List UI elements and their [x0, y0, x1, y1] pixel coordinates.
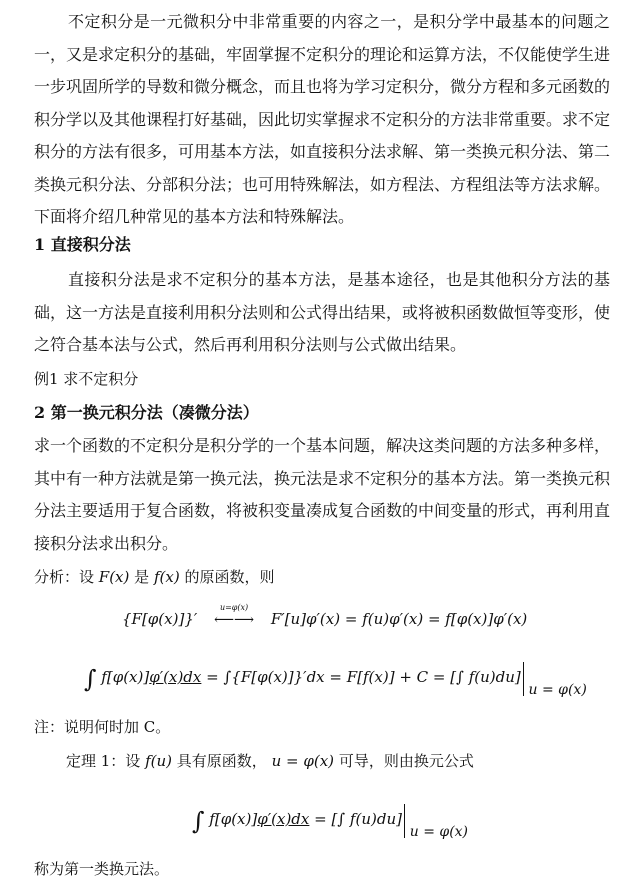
eq2-c: = ∫{F[φ(x)]}′dx = F[f(x)] + C = [∫ f(u)du] [206, 668, 521, 686]
section-1-heading: 1 直接积分法 [34, 235, 131, 254]
intro-paragraph: 不定积分是一元微积分中非常重要的内容之一，是积分学中最基本的问题之一，又是求定积分的基础，牢固掌握不定积分的理论和运算方法，不仅能使学生进一步巩固所学的导数和微分概念，而且也将为学习定积分，微分方程和多元函数的积分学以及其他课程打好基础，因此切实掌握求不定积分的方法非常重要。求不定积分的方法有很多，可用基本方法，如直接积分法求解、第一类换元积分法、第二类换元积分法、分部积分法；也可用特殊解法，如方程法、方程组法等方法求解。下面将介绍几种常见的基本方法和特殊解法。 [34, 12, 611, 226]
eq3-a: f[φ(x)] [209, 810, 258, 828]
eq1-arrow: u=φ(x) ⟵⟶ [202, 612, 266, 628]
integral-sign: ∫ [192, 807, 205, 835]
eq1-right: F′[u]φ′(x) = f(u)φ′(x) = f[φ(x)]φ′(x) [270, 610, 528, 628]
eq2-b: φ′(x)dx [149, 668, 202, 686]
analysis-suffix: 的原函数，则 [184, 568, 275, 586]
note-line: 注：说明何时加 C。 [34, 718, 171, 736]
eq2-sub: u = φ(x) [528, 682, 587, 698]
theorem-u: u = φ(x) [271, 752, 335, 770]
equation-3 [192, 804, 468, 838]
equation-1 [122, 603, 528, 628]
integral-sign: ∫ [84, 665, 97, 693]
analysis-F: F(x) [98, 568, 130, 586]
theorem-label: 定理 1：设 [66, 752, 141, 770]
analysis-mid: 是 [134, 568, 150, 586]
section-1-body: 直接积分法是求不定积分的基本方法，是基本途径，也是其他积分方法的基础，这一方法是直接利用积分法则和公式得出结果，或将被积函数做恒等变形，使之符合基本法与公式，然后再利用积分法则与公式做出结果。 [34, 270, 611, 354]
equation-2 [84, 662, 587, 696]
theorem-line [66, 750, 474, 771]
conclusion-line: 称为第一类换元法。 [34, 860, 170, 878]
eq3-c: = [∫ f(u)du] [314, 810, 402, 828]
eval-bar [404, 804, 405, 838]
analysis-f: f(x) [153, 568, 180, 586]
eq2-a: f[φ(x)] [101, 668, 150, 686]
example-1: 例1 求不定积分 [34, 370, 139, 388]
section-2-heading: 2 第一换元积分法（凑微分法） [34, 403, 259, 422]
theorem-fu: f(u) [145, 752, 173, 770]
theorem-suffix: 可导，则由换元公式 [338, 752, 474, 770]
eq1-left: {F[φ(x)]}′ [122, 610, 198, 628]
section-2-body: 求一个函数的不定积分是积分学的一个基本问题，解决这类问题的方法多种多样，其中有一种方法就是第一换元法，换元法是求不定积分的基本方法。第一类换元积分法主要适用于复合函数，将被积变量凑成复合函数的中间变量的形式，再利用直接积分法求出积分。 [34, 436, 611, 553]
theorem-mid: 具有原函数， [176, 752, 267, 770]
eval-bar [523, 662, 524, 696]
eq3-sub: u = φ(x) [409, 824, 469, 840]
analysis-prefix: 分析：设 [34, 568, 95, 586]
analysis-line [34, 566, 274, 587]
eq1-arrow-label: u=φ(x) [219, 603, 249, 612]
eq3-b: φ′(x)dx [257, 810, 310, 828]
